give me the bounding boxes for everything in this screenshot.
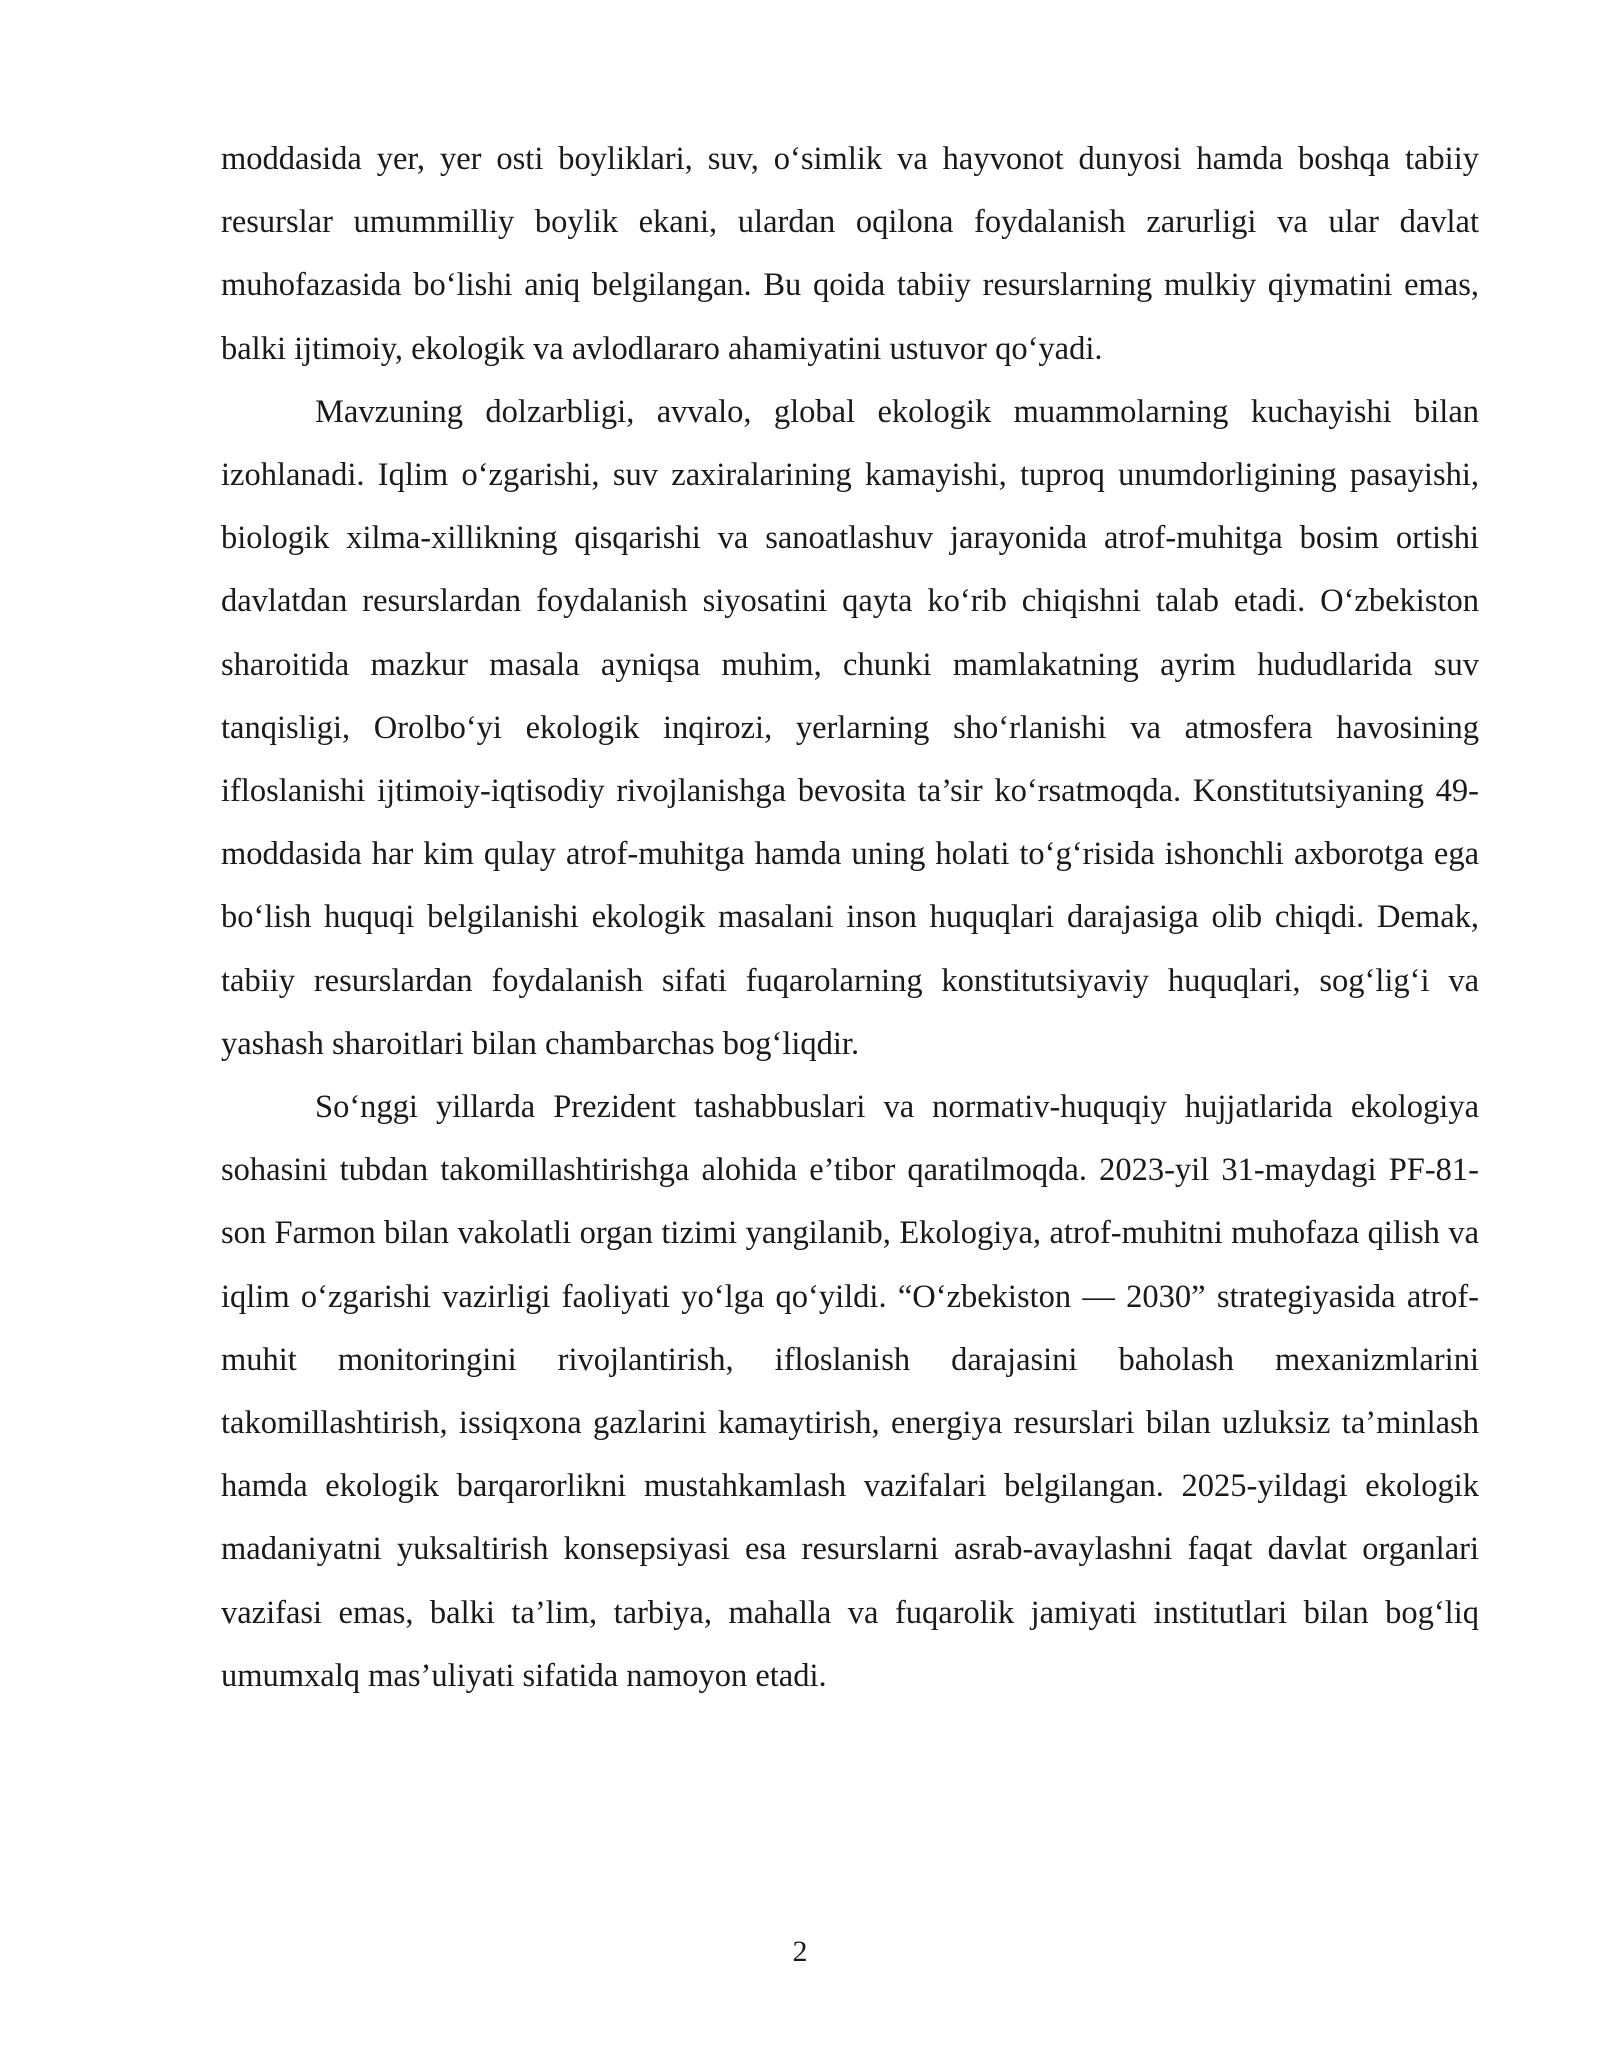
paragraph-2: Mavzuning dolzarbligi, avvalo, global ekologik muammolarning kuchayishi bilan izohlanadi. Iqlim o‘zgarishi, suv zaxiralarining kamayishi, tuproq unumdorligining pasayishi, biologik xilma-xillikning qisqarishi va sanoatlashuv jarayonida atrof-muhitga bosim ortishi davlatdan resurslardan foydalanish siyosatini qayta ko‘rib chiqishni talab etadi. O‘zbekiston sharoitida mazkur masala ayniqsa muhim, chunki mamlakatning ayrim hududlarida suv tanqisligi, Orolbo‘yi ekologik inqirozi, yerlarning sho‘rlanishi va atmosfera havosining ifloslanishi ijtimoiy-iqtisodiy rivojlanishga bevosita ta’sir ko‘rsatmoqda. Konstitutsiyaning 49-moddasida har kim qulay atrof-muhitga hamda uning holati to‘g‘risida ishonchli axborotga ega bo‘lish huquqi belgilanishi ekologik masalani inson huquqlari darajasiga olib chiqdi. Demak, tabiiy resurslardan foydalanish sifati fuqarolarning konstitutsiyaviy huquqlari, sog‘lig‘i va yashash sharoitlari bilan chambarchas bog‘liqdir. bbox=[221, 393, 1479, 1062]
paragraph-1: moddasida yer, yer osti boyliklari, suv, o‘simlik va hayvonot dunyosi hamda boshqa tabiiy resurslar umummilliy boylik ekani, ulardan oqilona foydalanish zarurligi va ular davlat muhofazasida bo‘lishi aniq belgilangan. Bu qoida tabiiy resurslarning mulkiy qiymatini emas, balki ijtimoiy, ekologik va avlodlararo ahamiyatini ustuvor qo‘yadi. bbox=[221, 141, 1479, 367]
body-text bbox=[221, 128, 1479, 1708]
paragraph-3: So‘nggi yillarda Prezident tashabbuslari va normativ-huquqiy hujjatlarida ekologiya sohasini tubdan takomillashtirishga alohida e’tibor qaratilmoqda. 2023-yil 31-maydagi PF-81-son Farmon bilan vakolatli organ tizimi yangilanib, Ekologiya, atrof-muhitni muhofaza qilish va iqlim o‘zgarishi vazirligi faoliyati yo‘lga qo‘yildi. “O‘zbekiston — 2030” strategiyasida atrof-muhit monitoringini rivojlantirish, ifloslanish darajasini baholash mexanizmlarini takomillashtirish, issiqxona gazlarini kamaytirish, energiya resurslari bilan uzluksiz ta’minlash hamda ekologik barqarorlikni mustahkamlash vazifalari belgilangan. 2025-yildagi ekologik madaniyatni yuksaltirish konsepsiyasi esa resurslarni asrab-avaylashni faqat davlat organlari vazifasi emas, balki ta’lim, tarbiya, mahalla va fuqarolik jamiyati institutlari bilan bog‘liq umumxalq mas’uliyati sifatida namoyon etadi. bbox=[221, 1089, 1479, 1694]
page-number: 2 bbox=[792, 1935, 808, 1968]
